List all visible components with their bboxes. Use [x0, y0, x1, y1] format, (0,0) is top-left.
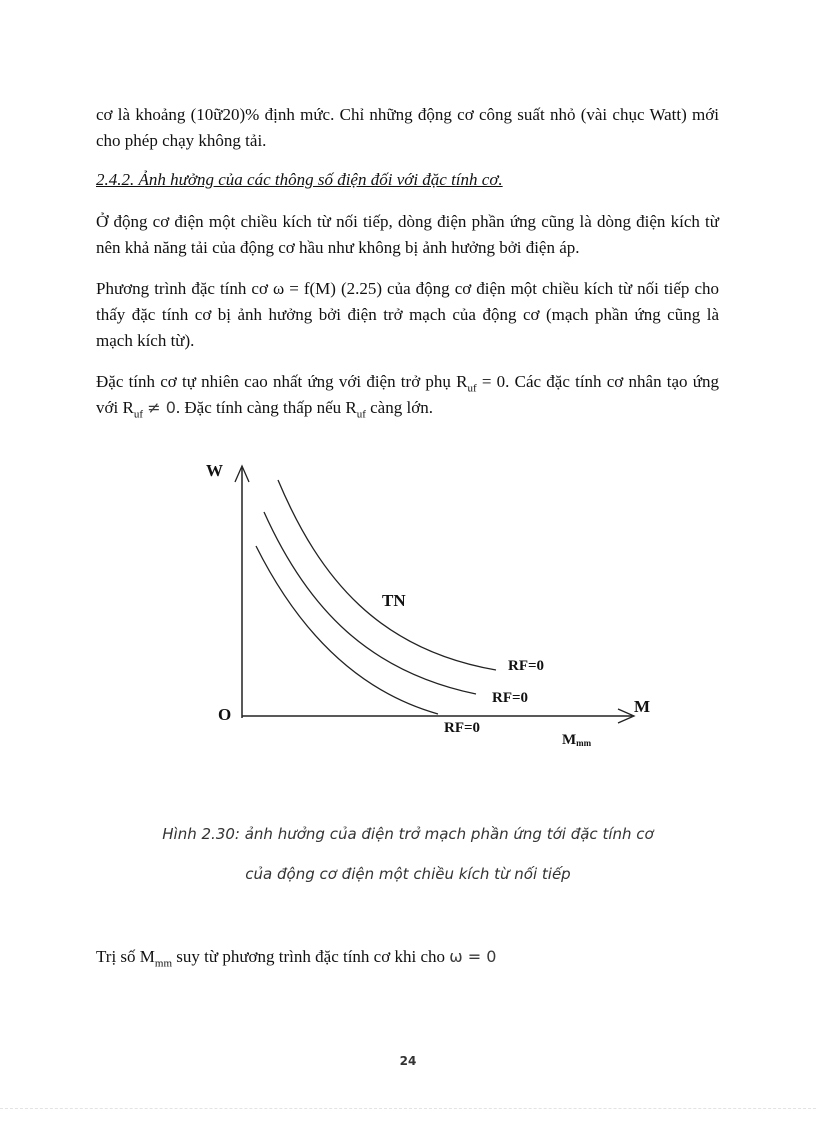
footer-divider — [0, 1108, 816, 1109]
paragraph-3: Phương trình đặc tính cơ ω = f(M) (2.25) của động cơ điện một chiều kích từ nối tiếp cho thấy đặc tính cơ bị ảnh hưởng bởi điện trở mạch của động cơ (mạch phần ứng cũng là mạch kích từ). — [96, 279, 719, 350]
p4-neq: ≠ 0 — [147, 398, 176, 417]
paragraph-4 — [96, 369, 719, 421]
p4-sub-1: uf — [467, 382, 477, 395]
characteristic-figure — [190, 450, 670, 760]
p5-sub: mm — [154, 957, 173, 970]
p5-math: ω = 0 — [449, 947, 497, 966]
mmm-label-main: M — [562, 732, 577, 748]
y-axis-label: W — [206, 461, 223, 480]
paragraph-1: cơ là khoảng (10ữ20)% định mức. Chỉ những động cơ công suất nhỏ (vài chục Watt) mới cho phép chạy không tải. — [96, 105, 719, 150]
rf-label-2: RF=0 — [492, 690, 529, 706]
curve-artificial-2 — [256, 546, 438, 714]
curve-natural — [278, 480, 496, 670]
rf-label-1: RF=0 — [508, 658, 545, 674]
figure-caption-line-1: Hình 2.30: ảnh hưởng của điện trở mạch phần ứng tới đặc tính cơ — [162, 825, 654, 843]
origin-label: O — [218, 705, 232, 724]
p4-text-d: càng lớn. — [365, 398, 433, 417]
p4-sub-2: uf — [133, 408, 143, 421]
p5-text-a: Trị số M — [96, 947, 155, 966]
paragraph-2: Ở động cơ điện một chiều kích từ nối tiếp, dòng điện phần ứng cũng là dòng điện kích từ nên khả năng tải của động cơ hầu như không bị ảnh hưởng bởi điện áp. — [96, 212, 719, 257]
page-number: 24 — [399, 1054, 417, 1068]
figure-caption-line-2: của động cơ điện một chiều kích từ nối tiếp — [245, 865, 571, 883]
paragraph-5 — [96, 944, 719, 970]
rf-label-3: RF=0 — [444, 720, 481, 736]
p4-text-a: Đặc tính cơ tự nhiên cao nhất ứng với điện trở phụ R — [96, 372, 468, 391]
mmm-label — [562, 732, 592, 748]
p4-sub-3: uf — [356, 408, 366, 421]
p4-text-b: = 0. Các đặc tính cơ nhân tạo ứng với R — [96, 372, 719, 417]
mmm-label-sub: mm — [576, 738, 592, 748]
p4-text-c: . Đặc tính càng thấp nếu R — [175, 398, 357, 417]
x-axis-label: M — [634, 697, 651, 716]
p5-text-b: suy từ phương trình đặc tính cơ khi cho — [172, 947, 450, 966]
curve-artificial-1 — [264, 512, 476, 694]
section-heading: 2.4.2. Ảnh hưởng của các thông số điện đối với đặc tính cơ. — [96, 170, 503, 189]
tn-label: TN — [382, 591, 406, 610]
